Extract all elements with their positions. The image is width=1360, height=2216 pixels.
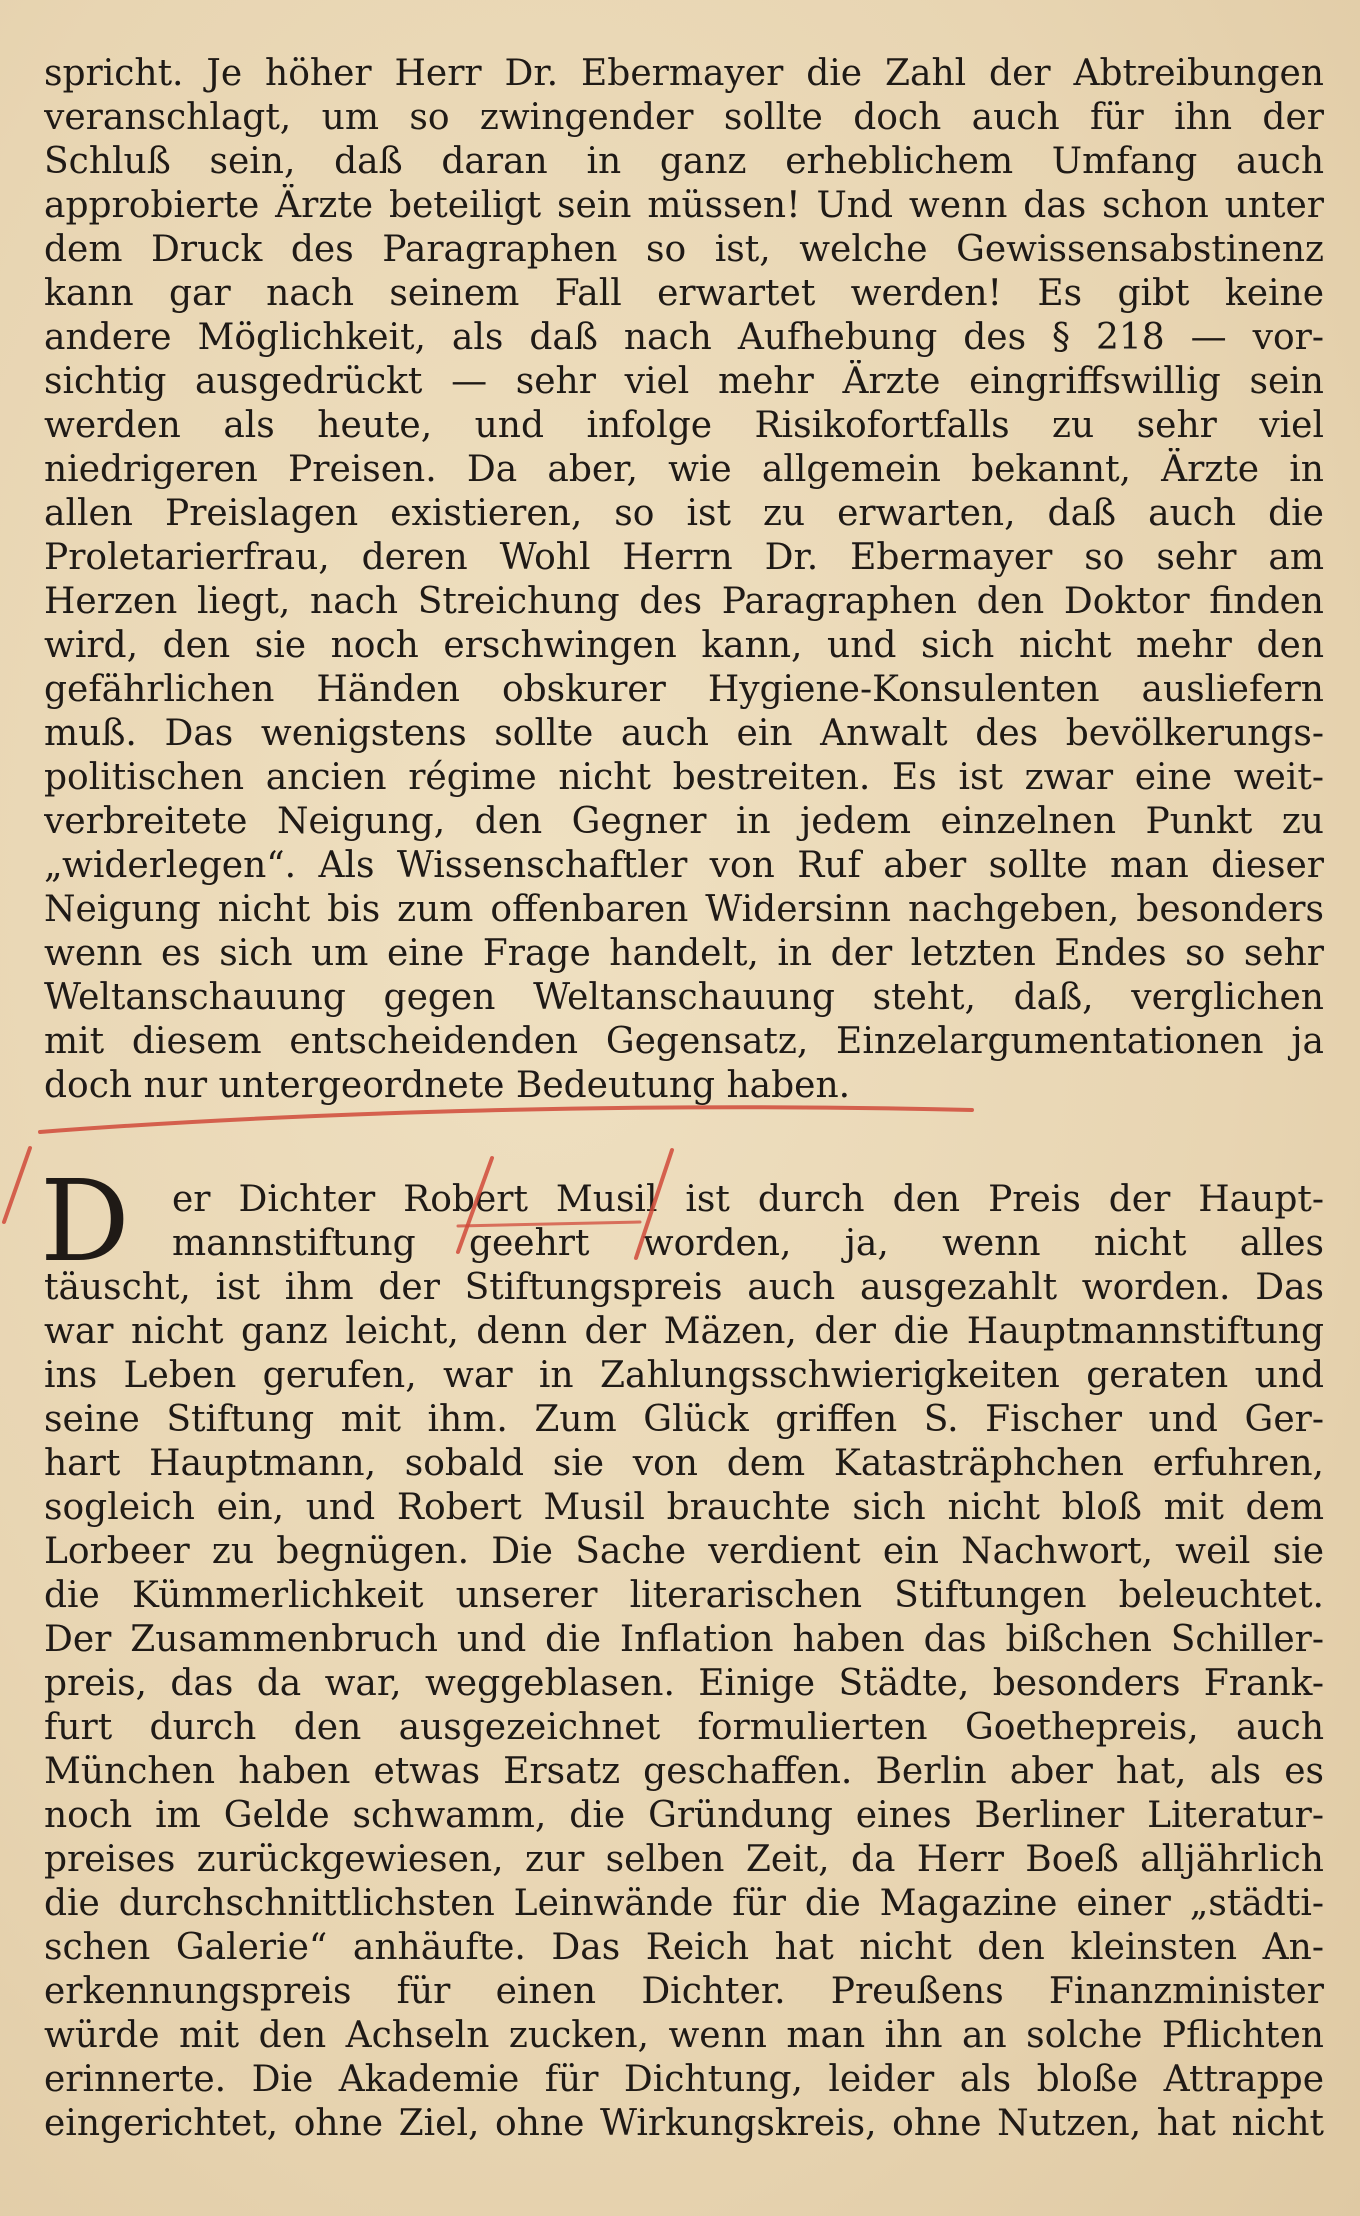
text-line: andere Möglichkeit, als daß nach Aufhebung des § 218 — vor- bbox=[44, 317, 1324, 358]
text-line: preises zurückgewiesen, zur selben Zeit, da Herr Boeß alljährlich bbox=[44, 1839, 1324, 1880]
text-line: Der Zusammenbruch und die Inflation haben das bißchen Schiller- bbox=[44, 1619, 1324, 1660]
text-line: hart Hauptmann, sobald sie von dem Katasträphchen erfuhren, bbox=[44, 1443, 1324, 1484]
text-line: er Dichter Robert Musil ist durch den Preis der Haupt- bbox=[172, 1179, 1324, 1220]
text-line: ins Leben gerufen, war in Zahlungsschwierigkeiten geraten und bbox=[44, 1355, 1324, 1396]
text-line: die durchschnittlichsten Leinwände für die Magazine einer „städti- bbox=[44, 1883, 1324, 1924]
text-line: mannstiftung geehrt worden, ja, wenn nicht alles bbox=[172, 1223, 1324, 1264]
text-line: Weltanschauung gegen Weltanschauung steht, daß, verglichen bbox=[44, 977, 1324, 1018]
text-line: kann gar nach seinem Fall erwartet werden! Es gibt keine bbox=[44, 273, 1324, 314]
text-line: furt durch den ausgezeichnet formulierten Goethepreis, auch bbox=[44, 1707, 1324, 1748]
text-line: gefährlichen Händen obskurer Hygiene-Konsulenten ausliefern bbox=[44, 669, 1324, 710]
text-line: München haben etwas Ersatz geschaffen. Berlin aber hat, als es bbox=[44, 1751, 1324, 1792]
text-line: Herzen liegt, nach Streichung des Paragraphen den Doktor finden bbox=[44, 581, 1324, 622]
text-line: schen Galerie“ anhäufte. Das Reich hat nicht den kleinsten An- bbox=[44, 1927, 1324, 1968]
text-line: allen Preislagen existieren, so ist zu erwarten, daß auch die bbox=[44, 493, 1324, 534]
text-line: seine Stiftung mit ihm. Zum Glück griffen S. Fischer und Ger- bbox=[44, 1399, 1324, 1440]
text-line: Lorbeer zu begnügen. Die Sache verdient ein Nachwort, weil sie bbox=[44, 1531, 1324, 1572]
text-line: sichtig ausgedrückt — sehr viel mehr Ärzte eingriffswillig sein bbox=[44, 361, 1324, 402]
text-line: würde mit den Achseln zucken, wenn man ihn an solche Pflichten bbox=[44, 2015, 1324, 2056]
pencil-underline bbox=[40, 1107, 972, 1132]
text-line: sogleich ein, und Robert Musil brauchte sich nicht bloß mit dem bbox=[44, 1487, 1324, 1528]
drop-cap: D bbox=[40, 1157, 130, 1287]
text-line: niedrigeren Preisen. Da aber, wie allgemein bekannt, Ärzte in bbox=[44, 449, 1324, 490]
text-line: doch nur untergeordnete Bedeutung haben. bbox=[44, 1065, 851, 1106]
text-line: approbierte Ärzte beteiligt sein müssen! Und wenn das schon unter bbox=[44, 185, 1324, 226]
text-line: wird, den sie noch erschwingen kann, und sich nicht mehr den bbox=[44, 625, 1324, 666]
text-line: eingerichtet, ohne Ziel, ohne Wirkungskreis, ohne Nutzen, hat nicht bbox=[44, 2103, 1324, 2144]
text-line: „widerlegen“. Als Wissenschaftler von Ruf aber sollte man dieser bbox=[44, 845, 1324, 886]
text-line: die Kümmerlichkeit unserer literarischen Stiftungen beleuchtet. bbox=[44, 1575, 1324, 1616]
text-line: Schluß sein, daß daran in ganz erheblichem Umfang auch bbox=[44, 141, 1324, 182]
text-line: muß. Das wenigstens sollte auch ein Anwalt des bevölkerungs- bbox=[44, 713, 1324, 754]
text-line: erinnerte. Die Akademie für Dichtung, leider als bloße Attrappe bbox=[44, 2059, 1324, 2100]
text-line: erkennungspreis für einen Dichter. Preußens Finanzminister bbox=[44, 1971, 1324, 2012]
text-line: Proletarierfrau, deren Wohl Herrn Dr. Ebermayer so sehr am bbox=[44, 537, 1324, 578]
text-line: war nicht ganz leicht, denn der Mäzen, der die Hauptmannstiftung bbox=[44, 1311, 1324, 1352]
text-line: wenn es sich um eine Frage handelt, in der letzten Endes so sehr bbox=[44, 933, 1324, 974]
text-line: politischen ancien régime nicht bestreiten. Es ist zwar eine weit- bbox=[44, 757, 1324, 798]
text-line: Neigung nicht bis zum offenbaren Widersinn nachgeben, besonders bbox=[44, 889, 1324, 930]
text-line: noch im Gelde schwamm, die Gründung eines Berliner Literatur- bbox=[44, 1795, 1324, 1836]
text-line: werden als heute, und infolge Risikofortfalls zu sehr viel bbox=[44, 405, 1324, 446]
text-line: mit diesem entscheidenden Gegensatz, Einzelargumentationen ja bbox=[44, 1021, 1324, 1062]
text-line: preis, das da war, weggeblasen. Einige Städte, besonders Frank- bbox=[44, 1663, 1324, 1704]
text-line: täuscht, ist ihm der Stiftungspreis auch ausgezahlt worden. Das bbox=[44, 1267, 1324, 1308]
text-line: veranschlagt, um so zwingender sollte doch auch für ihn der bbox=[44, 97, 1324, 138]
pencil-margin-stroke bbox=[4, 1148, 30, 1222]
text-line: dem Druck des Paragraphen so ist, welche Gewissensabstinenz bbox=[44, 229, 1324, 270]
text-line: spricht. Je höher Herr Dr. Ebermayer die Zahl der Abtreibungen bbox=[44, 53, 1324, 94]
text-line: verbreitete Neigung, den Gegner in jedem einzelnen Punkt zu bbox=[44, 801, 1324, 842]
